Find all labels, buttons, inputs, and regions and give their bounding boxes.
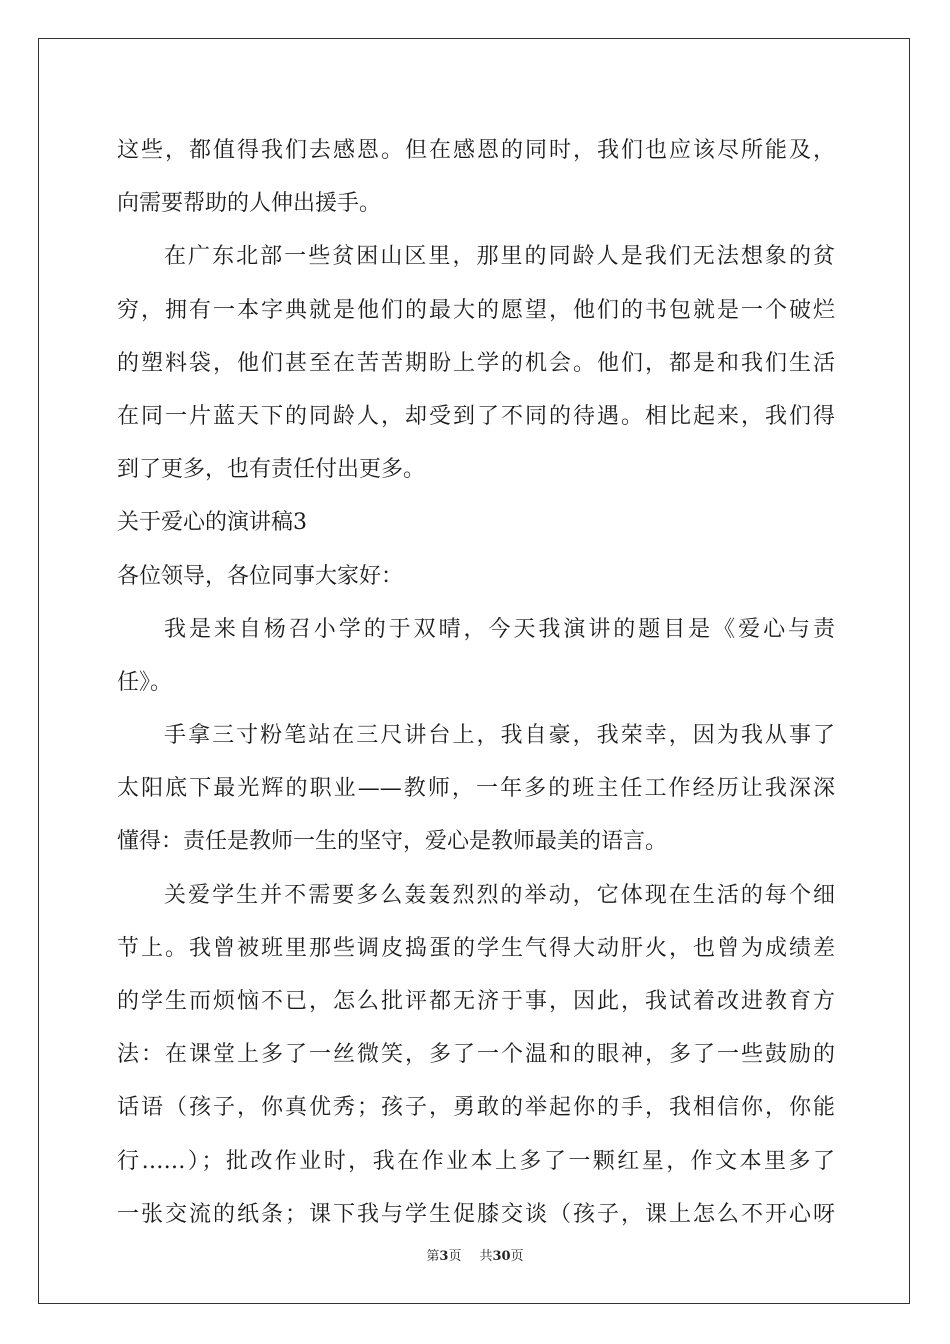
text-line: 行……）；批改作业时，我在作业本上多了一颗红星，作文本里多了 <box>117 1148 835 1174</box>
page-suffix: 页 <box>448 1249 462 1264</box>
text-line: 一张交流的纸条；课下我与学生促膝交谈（孩子，课上怎么不开心呀 <box>117 1201 835 1227</box>
total-pages: 30 <box>492 1249 511 1264</box>
text-line: 的塑料袋，他们甚至在苦苦期盼上学的机会。他们，都是和我们生活 <box>117 350 835 376</box>
text-line: 我是来自杨召小学的于双晴，今天我演讲的题目是《爱心与责 <box>164 616 835 642</box>
text-line: 向需要帮助的人伸出援手。 <box>117 191 382 217</box>
document-body <box>117 124 835 1241</box>
text-line: 手拿三寸粉笔站在三尺讲台上，我自豪，我荣幸，因为我从事了 <box>164 723 835 749</box>
total-prefix: 共 <box>479 1249 493 1264</box>
page-prefix: 第 <box>426 1249 440 1264</box>
text-line: 这些，都值得我们去感恩。但在感恩的同时，我们也应该尽所能及， <box>117 138 835 163</box>
total-suffix: 页 <box>510 1249 524 1264</box>
text-line: 穷，拥有一本字典就是他们的最大的愿望，他们的书包就是一个破烂 <box>117 297 835 323</box>
text-line: 关爱学生并不需要多么轰轰烈烈的举动，它体现在生活的每个细 <box>164 882 835 908</box>
text-line: 在广东北部一些贫困山区里，那里的同龄人是我们无法想象的贫 <box>164 244 835 270</box>
text-line: 在同一片蓝天下的同龄人，却受到了不同的待遇。相比起来，我们得 <box>117 403 835 429</box>
section-heading: 关于爱心的演讲稿3 <box>117 510 307 536</box>
text-line: 到了更多，也有责任付出更多。 <box>117 457 426 483</box>
page-footer <box>0 1248 950 1266</box>
text-line: 的学生而烦恼不已，怎么批评都无济于事，因此，我试着改进教育方 <box>117 989 835 1014</box>
text-line: 话语（孩子，你真优秀；孩子，勇敢的举起你的手，我相信你，你能 <box>117 1095 835 1121</box>
text-line: 任》。 <box>117 669 173 695</box>
text-line: 懂得：责任是教师一生的坚守，爱心是教师最美的语言。 <box>117 829 668 855</box>
page-number: 3 <box>439 1249 449 1264</box>
text-line: 法：在课堂上多了一丝微笑，多了一个温和的眼神，多了一些鼓励的 <box>117 1042 835 1068</box>
text-line: 节上。我曾被班里那些调皮捣蛋的学生气得大动肝火，也曾为成绩差 <box>117 935 835 961</box>
text-line: 太阳底下最光辉的职业——教师，一年多的班主任工作经历让我深深 <box>117 776 835 802</box>
salutation: 各位领导，各位同事大家好： <box>117 563 404 589</box>
